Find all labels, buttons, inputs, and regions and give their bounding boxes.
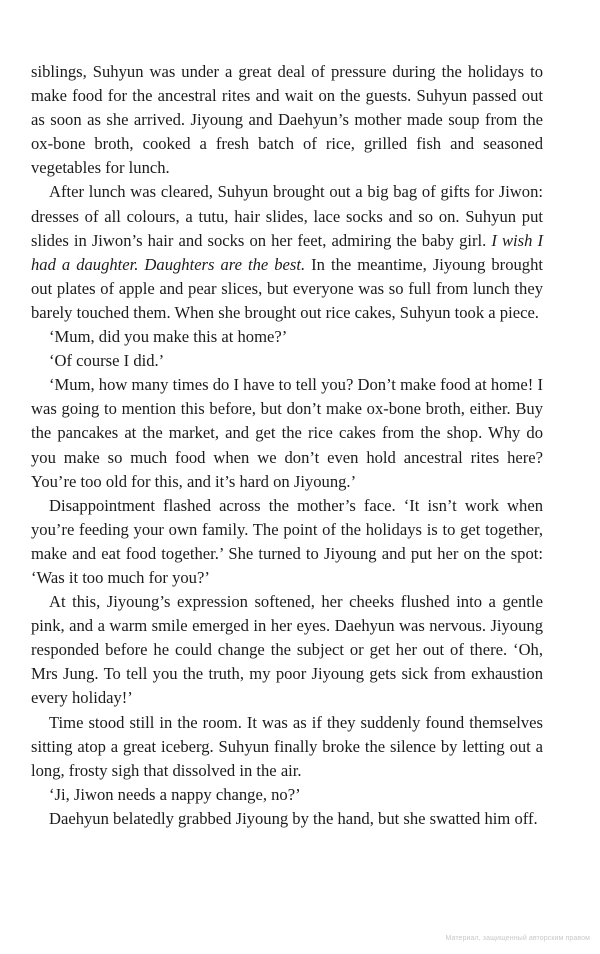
- paragraph-text: siblings, Suhyun was under a great deal of pressure during the holidays to make food for the ancestral rites and wait on the guests. Suhyun passed out as soon as she arrived. Jiyoung and Daehyun’s mother made soup from the ox-bone broth, cooked a fresh batch of rice, grilled fish and seasoned vegetables for lunch.: [31, 62, 543, 178]
- paragraph: [31, 494, 543, 590]
- paragraph: [31, 325, 543, 349]
- paragraph: [31, 349, 543, 373]
- paragraph-text: After lunch was cleared, Suhyun brought out a big bag of gifts for Jiwon: dresses of all colours, a tutu, hair slides, lace socks and so on. Suhyun put slides in Jiwon’s hair and socks on her feet, admiring the baby girl.: [31, 182, 543, 250]
- paragraph-text: Time stood still in the room. It was as if they suddenly found themselves sitting atop a great iceberg. Suhyun finally broke the silence by letting out a long, frosty sigh that dissolved in the air.: [31, 712, 543, 780]
- paragraph: [31, 180, 543, 325]
- paragraph: [31, 783, 543, 807]
- paragraph-text: ‘Mum, how many times do I have to tell you? Don’t make food at home! I was going to mention this before, but don’t make ox-bone broth, either. Buy the pancakes at the market, and get the rice cakes from the shop. Why do you make so much food when we don’t even hold ancestral rites here? You’re too old for this, and it’s hard on Jiyoung.’: [31, 375, 543, 491]
- paragraph: [31, 590, 543, 710]
- paragraph: [31, 711, 543, 783]
- paragraph-text: In the meantime, Jiyoung brought out plates of apple and pear slices, but everyone was so full from lunch they barely touched them. When she brought out rice cakes, Suhyun took a piece.: [31, 254, 543, 322]
- paragraph-text: Disappointment flashed across the mother’s face. ‘It isn’t work when you’re feeding your own family. The point of the holidays is to get together, make and eat food together.’ She turned to Jiyoung and put her on the spot: ‘Was it too much for you?’: [31, 495, 543, 587]
- paragraph: [31, 373, 543, 493]
- copyright-watermark: Материал, защищенный авторским правом: [445, 935, 590, 942]
- paragraph-text: At this, Jiyoung’s expression softened, her cheeks flushed into a gentle pink, and a warm smile emerged in her eyes. Daehyun was nervous. Jiyoung responded before he could change the subject or get her out of there. ‘Oh, Mrs Jung. To tell you the truth, my poor Jiyoung gets sick from exhaustion every holiday!’: [31, 592, 543, 708]
- paragraph-text: Daehyun belatedly grabbed Jiyoung by the hand, but she swatted him off.: [49, 808, 538, 828]
- paragraph-text: ‘Ji, Jiwon needs a nappy change, no?’: [49, 784, 301, 804]
- paragraph-text: ‘Of course I did.’: [49, 351, 165, 371]
- paragraph-text: ‘Mum, did you make this at home?’: [49, 327, 288, 347]
- page-body: [31, 60, 543, 831]
- italic-text: I wish I had a daughter. Daughters are the best.: [31, 230, 543, 274]
- paragraph: [31, 807, 543, 831]
- paragraph: [31, 60, 543, 180]
